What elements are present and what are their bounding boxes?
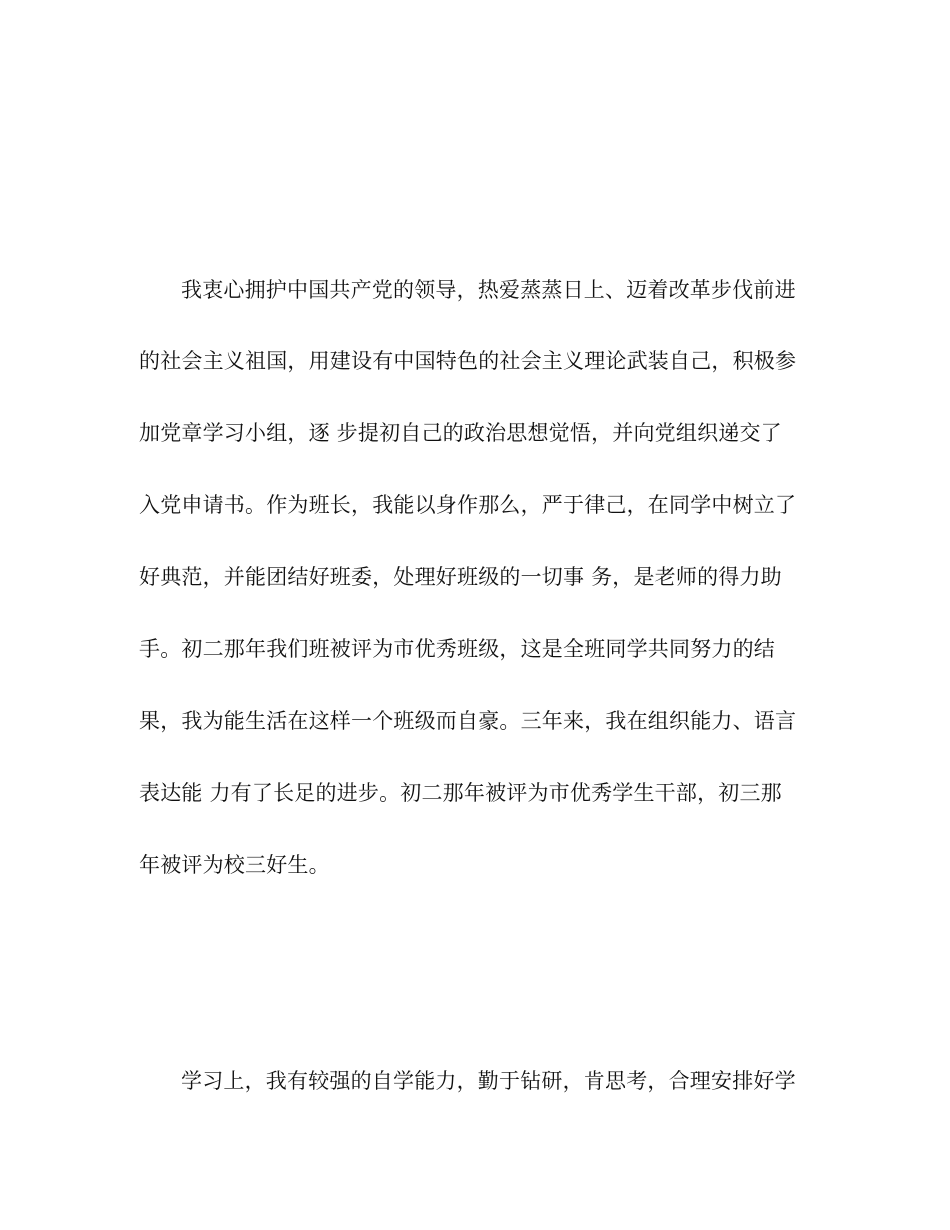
paragraph-1-line-1: 我衷心拥护中国共产党的领导，热爱蒸蒸日上、迈着改革步伐前进 <box>181 278 796 302</box>
paragraph-1-line-7: 果，我为能生活在这样一个班级而自豪。三年来，我在组织能力、语言 <box>139 709 797 733</box>
paragraph-1-line-6: 手。初二那年我们班被评为市优秀班级，这是全班同学共同努力的结 <box>139 637 775 661</box>
paragraph-1-line-8: 表达能 力有了长足的进步。初二那年被评为市优秀学生干部，初三那 <box>139 781 782 805</box>
paragraph-2-line-1: 学习上，我有较强的自学能力，勤于钻研，肯思考，合理安排好学 <box>181 1069 796 1093</box>
paragraph-1-line-5: 好典范，并能团结好班委，处理好班级的一切事 务，是老师的得力助 <box>139 565 782 589</box>
paragraph-1-line-9: 年被评为校三好生。 <box>139 853 330 877</box>
paragraph-1-line-4: 入党申请书。作为班长，我能以身作那么，严于律己，在同学中树立了 <box>139 493 797 517</box>
paragraph-1-line-3: 加党章学习小组，逐 步提初自己的政治思想觉悟，并向党组织递交了 <box>139 421 782 445</box>
paragraph-1-line-2: 的社会主义祖国，用建设有中国特色的社会主义理论武装自己，积极参 <box>139 349 797 373</box>
